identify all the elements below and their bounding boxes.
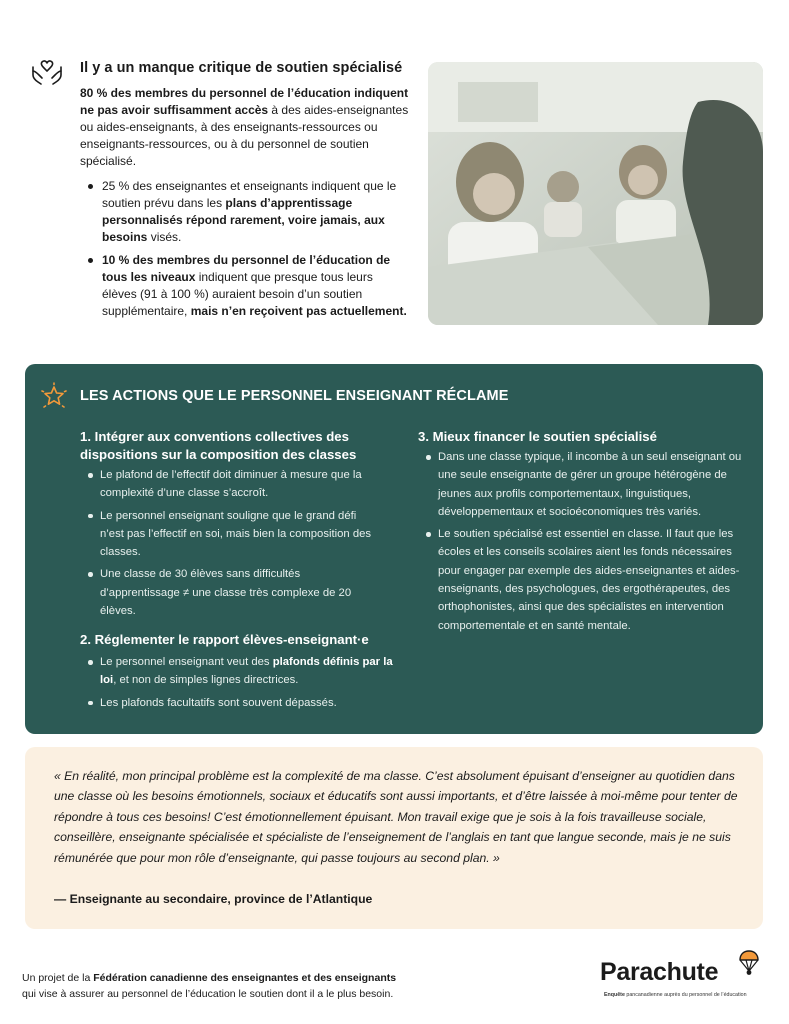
stat-list	[84, 178, 410, 326]
brand-tagline: Enquête pancanadienne auprès du personnel de l’éducation	[604, 992, 747, 998]
footer-text: Un projet de la Fédération canadienne des enseignantes et des enseignants qui vise à assurer au personnel de l’éducation le soutien dont il a le plus besoin.	[22, 972, 397, 1000]
list-item: Le soutien spécialisé est essentiel en classe. Il faut que les écoles et les conseils scolaires aient les fonds nécessaires pour engager par exemple des aides-enseignantes et aides-enseignants, des psychologues, des ergothérapeutes, des orthophonistes, ainsi que des spécialistes en intervention comportementale et en santé mentale.	[420, 525, 748, 635]
intro-paragraph: 80 % des membres du personnel de l’éducation indiquent ne pas avoir suffisamment accès à des aides-enseignantes ou aides-enseignants, à des enseignants-ressources ou enseignants-ressources, ou à du personnel de soutien spécialisé.	[80, 86, 409, 168]
action-3-list	[420, 448, 748, 639]
list-item: Dans une classe typique, il incombe à un seul enseignant ou une seule enseignante de gérer un groupe hétérogène de jeunes aux profils comportementaux, linguistiques, développementaux et socioéconomiques très variés.	[420, 448, 748, 521]
action-1-title: 1. Intégrer aux conventions collectives des dispositions sur la composition des classes	[80, 429, 357, 462]
quote-attribution: — Enseignante au secondaire, province de l’Atlantique	[54, 892, 373, 906]
parachute-icon	[738, 950, 760, 976]
classroom-photo	[428, 62, 763, 325]
section-heading: Il y a un manque critique de soutien spécialisé	[80, 60, 403, 76]
action-2-title: 2. Réglementer le rapport élèves-enseignant·e	[80, 632, 369, 647]
parachute-logo: Parachute	[600, 958, 719, 986]
list-item: Les plafonds facultatifs sont souvent dépassés.	[82, 694, 402, 712]
list-item: 25 % des enseignantes et enseignants indiquent que le soutien prévu dans les plans d’apprentissage personnalisés répond rarement, voire jamais, aux besoins visés.	[84, 178, 410, 246]
hands-heart-icon	[30, 58, 64, 88]
action-3-title: 3. Mieux financer le soutien spécialisé	[418, 429, 657, 444]
action-1-list	[82, 466, 382, 624]
list-item: Une classe de 30 élèves sans difficultés d’apprentissage ≠ une classe très complexe de 20 élèves.	[82, 565, 382, 620]
list-item: Le personnel enseignant veut des plafonds définis par la loi, et non de simples lignes directrices.	[82, 653, 402, 690]
quote-text: « En réalité, mon principal problème est la complexité de ma classe. C’est absolument épuisant d’enseigner au quotidien dans une classe où les besoins émotionnels, sociaux et éducatifs sont aussi importants, et d’être laissée à moi-même pour tenter de répondre à tous ces besoins! C’est émotionnellement épuisant. Mon travail exige que je sois à la fois travailleuse sociale, conseillère, enseignante spécialisée et spécialiste de l’enseignement de l’anglais en tant que langue seconde, mais je ne suis rémunérée que pour mon rôle d’enseignante, qui passe toujours au second plan. »	[54, 769, 738, 865]
sparkle-star-icon	[40, 382, 68, 410]
list-item: Le personnel enseignant souligne que le grand défi n’est pas l’effectif en soi, mais bien la composition des classes.	[82, 507, 382, 562]
list-item: 10 % des membres du personnel de l’éducation de tous les niveaux indiquent que presque tous leurs élèves (91 à 100 %) auraient besoin d’un soutien supplémentaire, mais n’en reçoivent pas actuellement.	[84, 252, 410, 320]
actions-title: LES ACTIONS QUE LE PERSONNEL ENSEIGNANT RÉCLAME	[80, 388, 509, 404]
action-2-list	[82, 653, 402, 716]
list-item: Le plafond de l’effectif doit diminuer à mesure que la complexité d’une classe s’accroît.	[82, 466, 382, 503]
